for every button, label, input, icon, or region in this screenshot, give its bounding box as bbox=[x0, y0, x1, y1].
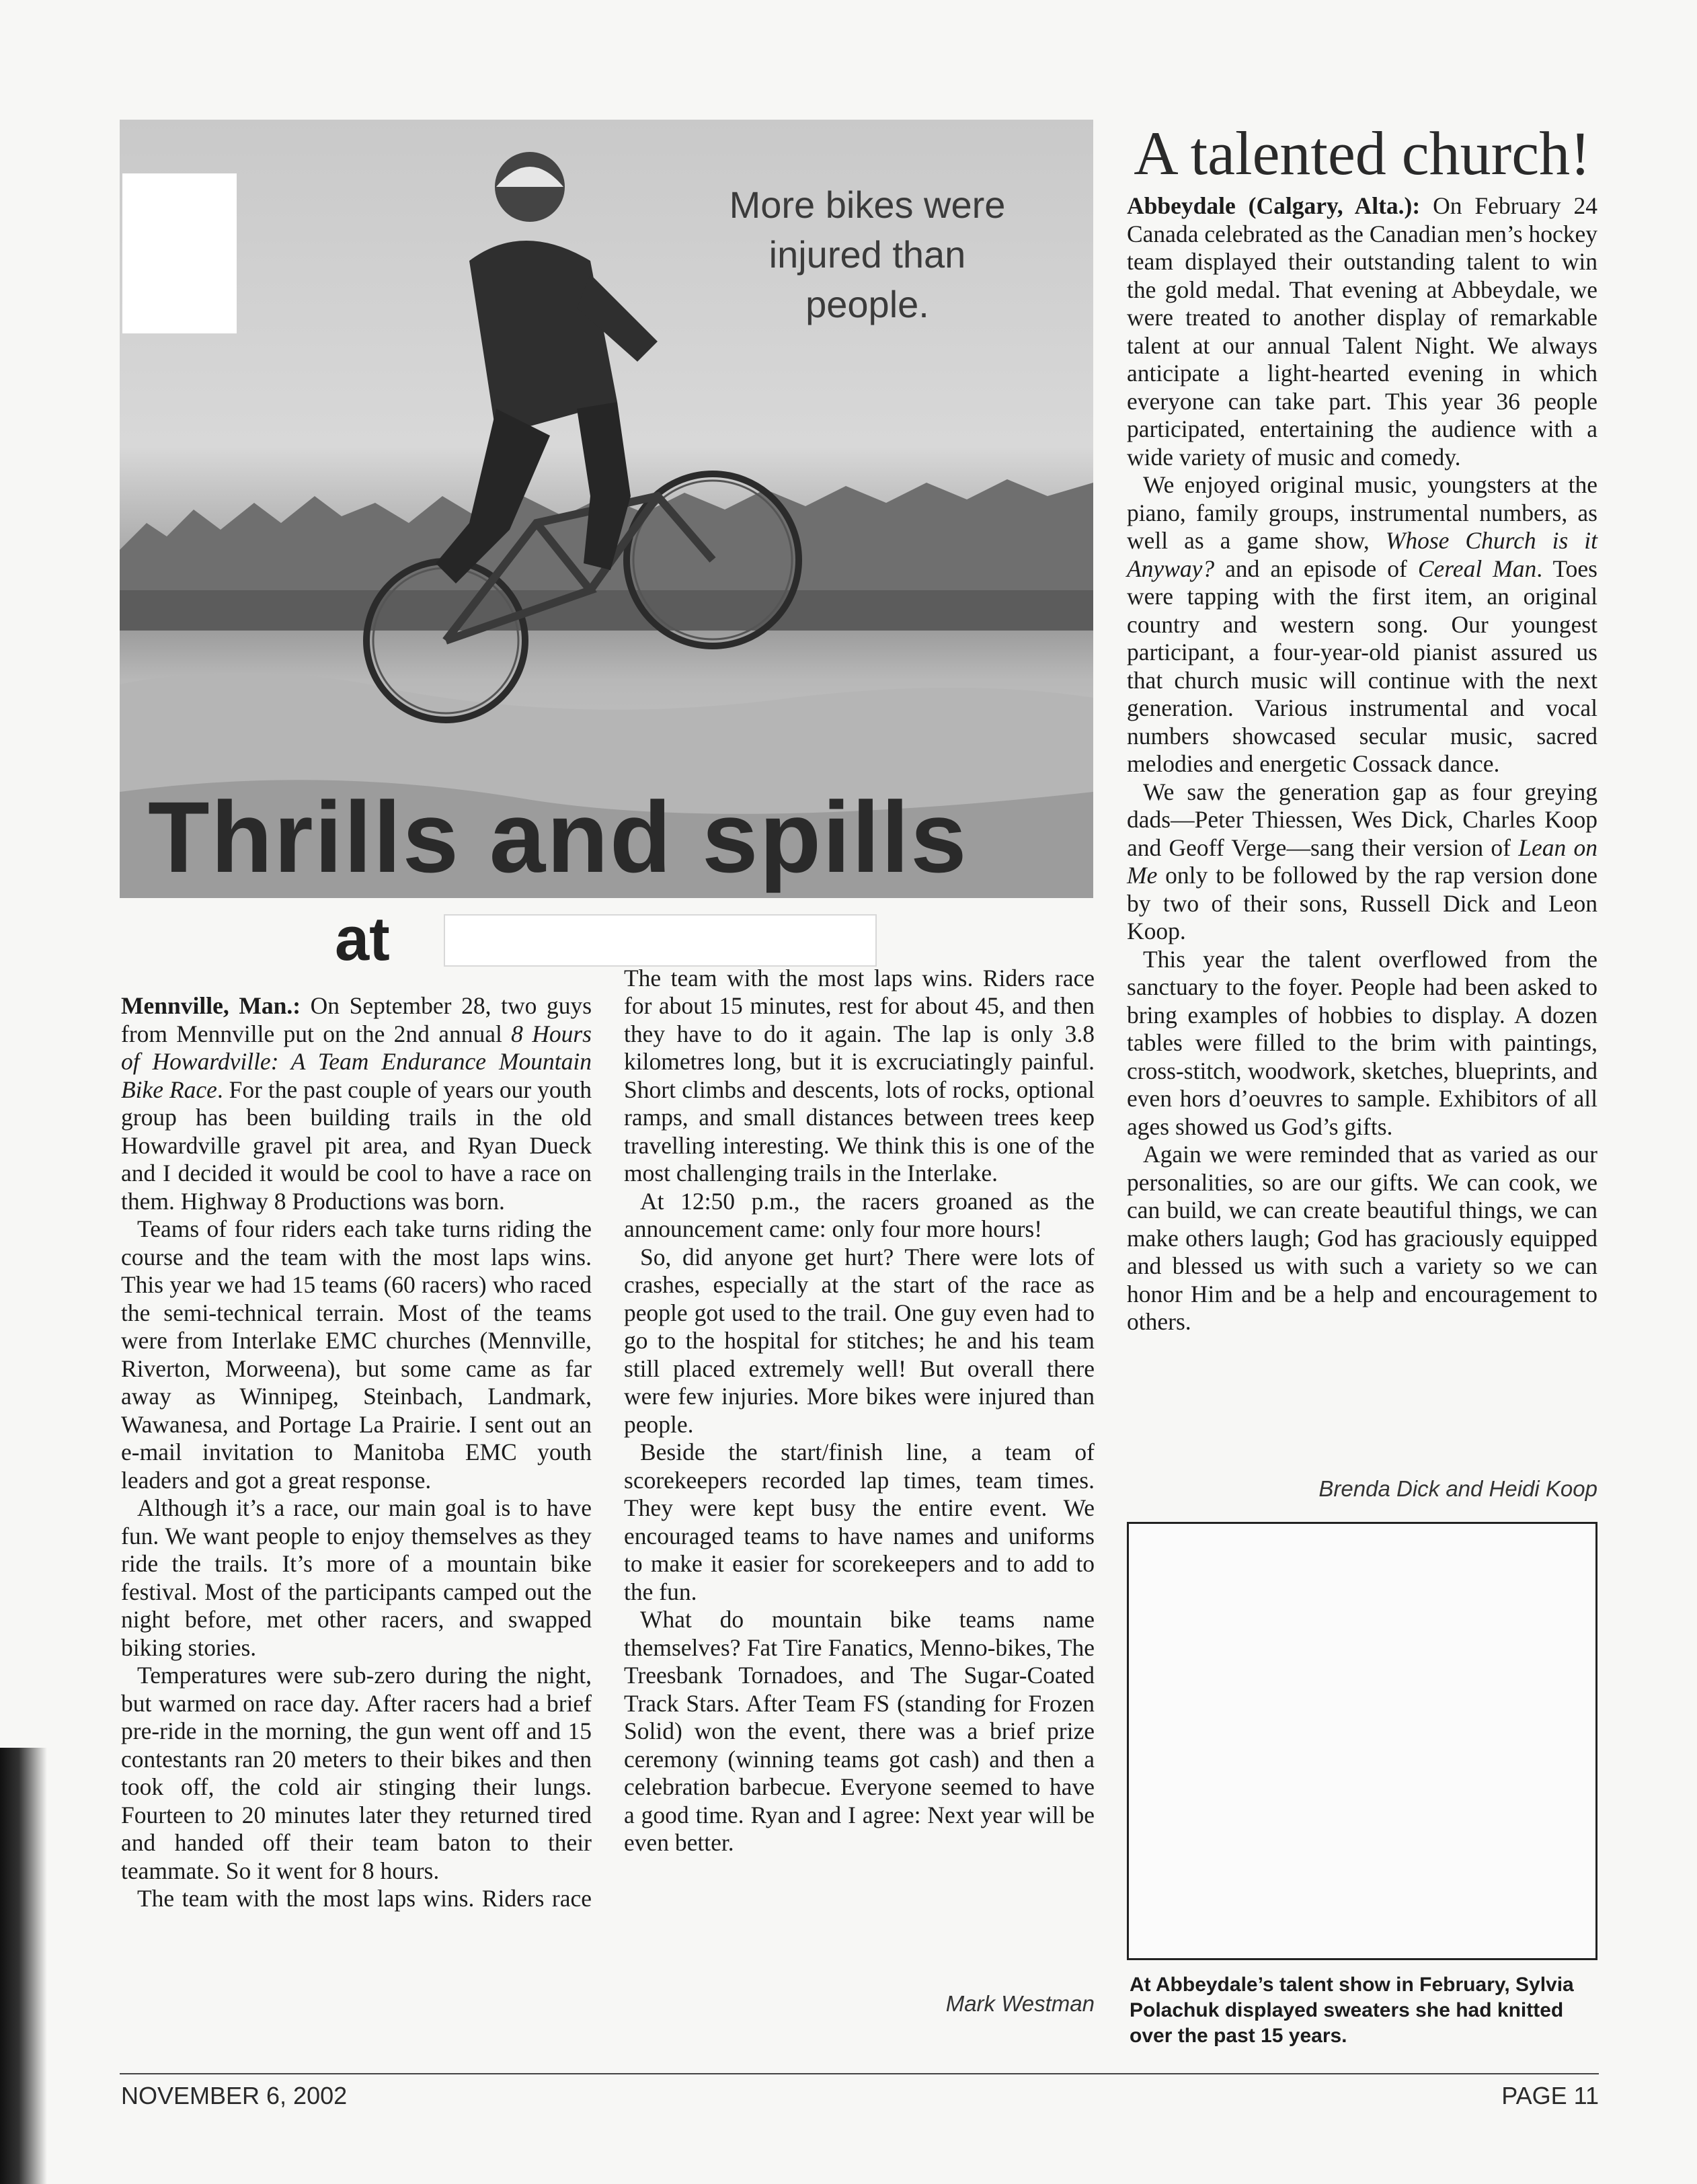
paragraph: Mennville, Man.: On September 28, two guys from Mennville put on the 2nd annual 8 Hours of Howardville: A Team Endurance Mountain Bike Race. For the past couple of years our youth group has been building trails in the old Howardville gravel pit area, and Ryan Dueck and I decided it would be cool to have a race on them. Highway 8 Productions was born. bbox=[121, 992, 592, 1215]
redaction-bar bbox=[444, 914, 877, 967]
dateline: Mennville, Man.: bbox=[121, 992, 301, 1019]
redaction-box bbox=[122, 173, 237, 333]
paragraph: We saw the generation gap as four greying dads—Peter Thiessen, Wes Dick, Charles Koop and Geoff Verge—sang their version of Lean on Me only to be followed by the rap version done by two of their sons, Russell Dick and Leon Koop. bbox=[1127, 778, 1597, 944]
article-column-3 bbox=[1127, 192, 1597, 1336]
photo-caption: At Abbeydale’s talent show in February, Sylvia Polachuk displayed sweaters she had knitted over the past 15 years. bbox=[1130, 1974, 1574, 2047]
byline: Brenda Dick and Heidi Koop bbox=[1318, 1476, 1597, 1501]
paragraph: Temperatures were sub-zero during the night, but warmed on race day. After racers had a brief pre-ride in the morning, the gun went off and 15 contestants ran 20 meters to their bikes and then took off, the cold air stinging their lungs. Fourteen to 20 minutes later they returned tired and handed off their team baton to their teammate. So it went for 8 hours. bbox=[121, 1662, 592, 1884]
paragraph: At 12:50 p.m., the racers groaned as the announcement came: only four more hours! bbox=[624, 1187, 1095, 1242]
pull-quote: More bikes were injured than people. bbox=[729, 184, 1006, 325]
paragraph: This year the talent overflowed from the sanctuary to the foyer. People had been asked to bring examples of hobbies to display. A dozen tables were filled to the brim with paintings, cross-stitch, woodwork, sketches, blueprints, and even hors d’oeuvres to sample. Exhibitors of all ages showed us God’s gifts. bbox=[1127, 945, 1597, 1140]
scan-edge-shadow bbox=[0, 1748, 47, 2184]
footer-rule bbox=[120, 2073, 1599, 2074]
headline-at: at bbox=[335, 905, 390, 973]
article-headline: Thrills and spills bbox=[148, 780, 968, 893]
article-column-2 bbox=[624, 964, 1095, 1857]
paragraph: The team with the most laps wins. Riders race for about 15 minutes, rest for about 45, and then they have to do it again. The lap is only 3.8 kilometres long, but it is excruciatingly painful. Short climbs and descents, lots of rocks, optional ramps, and small distances between trees keep travelling interesting. We think this is one of the most challenging trails in the Interlake. bbox=[624, 964, 1095, 1186]
race-title: 8 Hours of Howardville: A Team Endurance Mountain Bike Race bbox=[121, 1020, 592, 1103]
issue-date: NOVEMBER 6, 2002 bbox=[121, 2082, 348, 2109]
page-number: PAGE 11 bbox=[1501, 2082, 1599, 2109]
paragraph: What do mountain bike teams name themselves? Fat Tire Fanatics, Menno-bikes, The Treesbank Tornadoes, and The Sugar-Coated Track Stars. After Team FS (standing for Frozen Solid) won the event, there was a brief prize ceremony (winning teams got cash) and then a celebration barbecue. Everyone seemed to have a good time. Ryan and I agree: Next year will be even better. bbox=[624, 1606, 1095, 1856]
byline: Mark Westman bbox=[945, 1991, 1095, 2016]
paragraph: We enjoyed original music, youngsters at the piano, family groups, instrumental numbers, as well as a game show, Whose Church is it Anyway? and an episode of Cereal Man. Toes were tapping with the first item, an original country and western song. Our youngest participant, a four-year-old pianist assured us that church music will continue with the next generation. Various instrumental and vocal numbers showcased secular music, sacred melodies and energetic Cossack dance. bbox=[1127, 471, 1598, 777]
photo-placeholder bbox=[1127, 1522, 1597, 1960]
paragraph: The team with the most laps wins. Riders race bbox=[137, 1885, 592, 1912]
paragraph: Teams of four riders each take turns riding the course and the team with the most laps wins. This year we had 15 teams (60 racers) who raced the semi-technical terrain. Most of the teams were from Interlake EMC churches (Mennville, Riverton, Morweena), but some came as far away as Winnipeg, Steinbach, Landmark, Wawanesa, and Portage La Prairie. I sent out an e-mail invitation to Manitoba EMC youth leaders and got a great response. bbox=[121, 1215, 592, 1494]
paragraph: Again we were reminded that as varied as our personalities, so are our gifts. We can cook, we can build, we can create beautiful things, we can make others laugh; God has graciously equipped and blessed us with such a variety so we can honor Him and be a help and encouragement to others. bbox=[1127, 1141, 1597, 1335]
paragraph: So, did anyone get hurt? There were lots of crashes, especially at the start of the race as people got used to the trail. One guy even had to go to the hospital for stitches; he and his team still placed extremely well! But overall there were few injuries. More bikes were injured than people. bbox=[624, 1243, 1095, 1438]
article-column-1 bbox=[121, 992, 592, 1913]
dateline: Abbeydale (Calgary, Alta.): bbox=[1127, 192, 1421, 219]
paragraph: Beside the start/finish line, a team of scorekeepers recorded lap times, team times. They were kept busy the entire event. We encouraged teams to have names and uniforms to make it easier for scorekeepers and to add to the fun. bbox=[624, 1439, 1095, 1605]
church-article-title: A talented church! bbox=[1134, 119, 1591, 188]
paragraph: Abbeydale (Calgary, Alta.): On February 24 Canada celebrated as the Canadian men’s hockey team displayed their outstanding talent to win the gold medal. That evening at Abbeydale, we were treated to another display of remarkable talent at our annual Talent Night. We always anticipate a light-hearted evening in which everyone can take part. This year 36 people participated, entertaining the audience with a wide variety of music and comedy. bbox=[1127, 192, 1597, 471]
paragraph: Although it’s a race, our main goal is to have fun. We want people to enjoy themselves as they ride the trails. It’s more of a mountain bike festival. Most of the participants camped out the night before, met other racers, and swapped biking stories. bbox=[121, 1494, 592, 1661]
